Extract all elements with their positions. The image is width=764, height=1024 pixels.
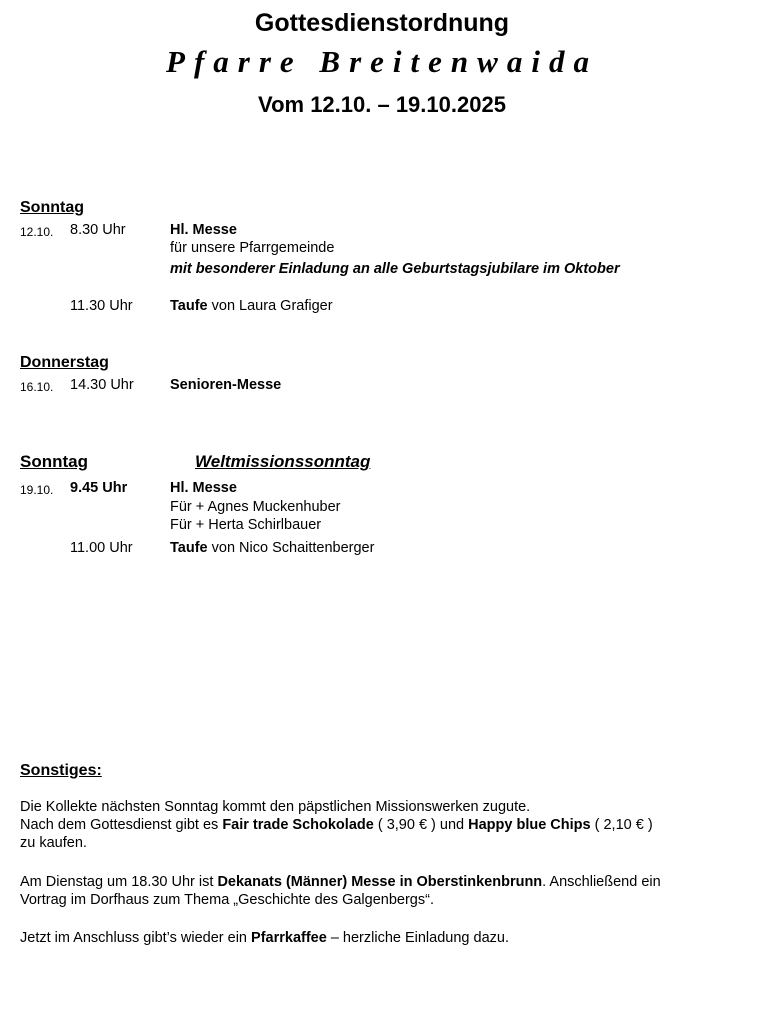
text-fragment-bold: Fair trade Schokolade [222,817,374,833]
event-baptism-label: Taufe [170,298,208,314]
misc-paragraph-3 [20,929,509,947]
event-detail: Für + Agnes Muckenhuber [170,499,341,515]
text-fragment: – herzliche Einladung dazu. [326,930,509,946]
event-baptism-name: von Laura Grafiger [207,298,333,314]
event-note: mit besonderer Einladung an alle Geburtstagsjubilare im Oktober [170,261,620,277]
text-fragment-bold: Happy blue Chips [468,817,591,833]
misc-paragraph-2 [20,873,661,909]
misc-paragraph-1 [20,798,653,852]
time-8-30: 8.30 Uhr [70,222,126,238]
time-11-00: 11.00 Uhr [70,540,133,556]
text-fragment-bold: Pfarrkaffee [251,930,327,946]
event-title: Hl. Messe [170,222,237,238]
text-fragment: ( 2,10 € ) [590,817,653,833]
misc-heading: Sonstiges: [20,762,102,779]
special-sunday-title: Weltmissionssonntag [195,452,371,471]
misc-line [20,816,653,834]
misc-line: Die Kollekte nächsten Sonntag kommt den päpstlichen Missionswerken zugute. [20,799,531,815]
time-11-30: 11.30 Uhr [70,298,133,314]
misc-line [20,873,661,891]
event-baptism [170,298,333,314]
event-title: Senioren-Messe [170,377,282,393]
day-heading-sunday-2: Sonntag [20,452,88,471]
date-range: Vom 12.10. – 19.10.2025 [258,92,506,117]
date-12-10: 12.10. [20,225,54,239]
text-fragment: Am Dienstag um 18.30 Uhr ist [20,874,218,890]
day-heading-thursday: Donnerstag [20,354,109,371]
misc-line: Vortrag im Dorfhaus zum Thema „Geschichte des Galgenbergs“. [20,892,434,908]
document-title: Gottesdienstordnung [254,9,510,37]
day-heading-sunday-1: Sonntag [20,199,84,216]
text-fragment: Jetzt im Anschluss gibt’s wieder ein [20,930,252,946]
text-fragment: Nach dem Gottesdienst gibt es [20,817,223,833]
misc-line: zu kaufen. [20,835,87,851]
date-16-10: 16.10. [20,380,54,394]
event-title: Hl. Messe [170,480,237,496]
event-baptism [170,540,374,556]
text-fragment-bold: Dekanats (Männer) Messe in Oberstinkenbrunn [217,874,543,890]
time-9-45: 9.45 Uhr [70,480,128,496]
date-19-10: 19.10. [20,483,54,497]
event-detail: für unsere Pfarrgemeinde [170,240,335,256]
parish-name: Pfarre Breitenwaida [166,44,598,79]
time-14-30: 14.30 Uhr [70,377,134,393]
text-fragment: . Anschließend ein [542,874,661,890]
event-baptism-label: Taufe [170,540,208,556]
text-fragment: ( 3,90 € ) und [373,817,469,833]
event-detail: Für + Herta Schirlbauer [170,517,322,533]
event-baptism-name: von Nico Schaittenberger [207,540,375,556]
